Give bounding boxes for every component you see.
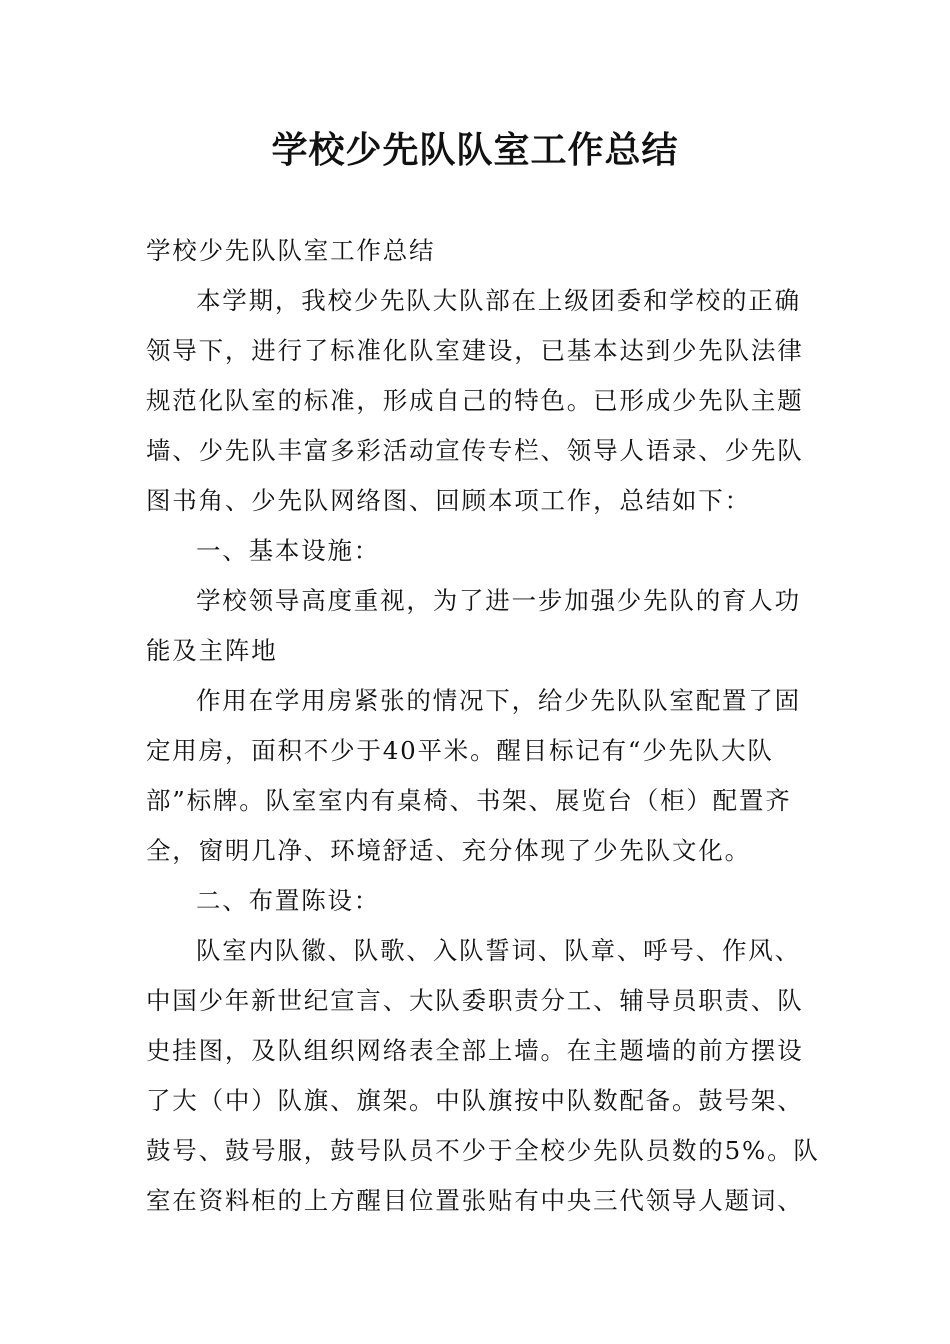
document-body (146, 226, 820, 1226)
paragraph-line: 队室内队徽、队歌、入队誓词、队章、呼号、作风、 (196, 936, 801, 965)
paragraph-line: 部”标牌。队室室内有桌椅、书架、展览台（柜）配置齐 (146, 786, 792, 815)
section-heading: 一、基本设施： (196, 536, 381, 565)
paragraph-line: 领导下，进行了标准化队室建设，已基本达到少先队法律 (146, 336, 804, 365)
paragraph-line: 作用在学用房紧张的情况下，给少先队队室配置了固 (196, 686, 801, 715)
paragraph-line: 能及主阵地 (146, 636, 278, 665)
paragraph-line: 了大（中）队旗、旗架。中队旗按中队数配备。鼓号架、 (146, 1086, 804, 1115)
paragraph-line: 图书角、少先队网络图、回顾本项工作，总结如下： (146, 486, 751, 515)
section-heading: 二、布置陈设： (196, 886, 381, 915)
document-title: 学校少先队队室工作总结 (271, 130, 679, 171)
paragraph-line: 本学期，我校少先队大队部在上级团委和学校的正确 (196, 286, 801, 315)
paragraph-line: 规范化队室的标准，形成自己的特色。已形成少先队主题 (146, 386, 804, 415)
paragraph-line: 定用房，面积不少于40平米。醒目标记有“少先队大队 (146, 736, 774, 765)
paragraph-line: 室在资料柜的上方醒目位置张贴有中央三代领导人题词、 (146, 1186, 804, 1215)
subtitle-line: 学校少先队队室工作总结 (146, 236, 436, 265)
paragraph-line: 鼓号、鼓号服，鼓号队员不少于全校少先队员数的5%。队 (146, 1136, 820, 1165)
paragraph-line: 中国少年新世纪宣言、大队委职责分工、辅导员职责、队 (146, 986, 804, 1015)
paragraph-line: 全，窗明几净、环境舒适、充分体现了少先队文化。 (146, 836, 751, 865)
paragraph-line: 史挂图，及队组织网络表全部上墙。在主题墙的前方摆设 (146, 1036, 804, 1065)
paragraph-line: 墙、少先队丰富多彩活动宣传专栏、领导人语录、少先队 (146, 436, 804, 465)
paragraph-line: 学校领导高度重视，为了进一步加强少先队的育人功 (196, 586, 801, 615)
